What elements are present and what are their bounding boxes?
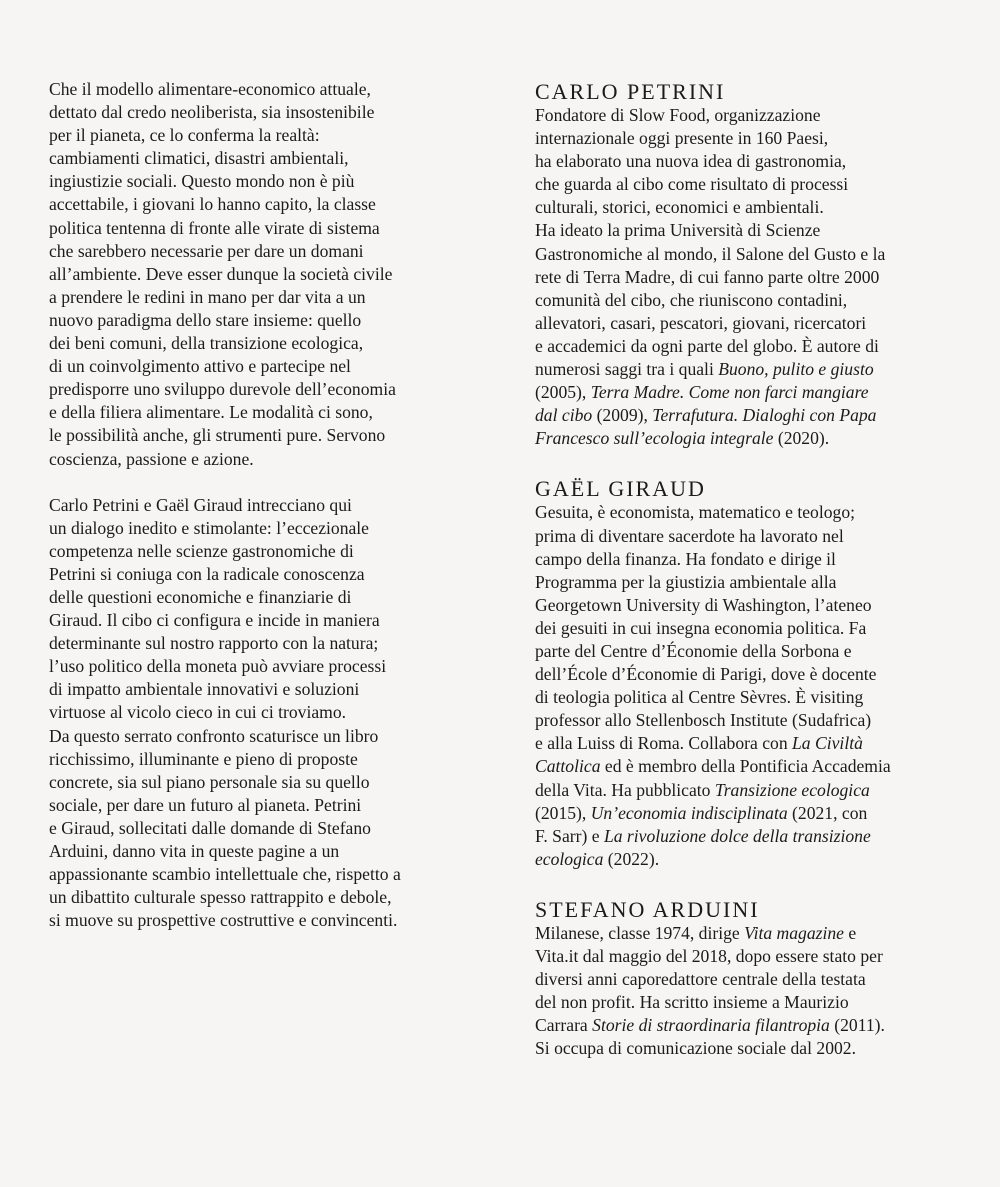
text-line xyxy=(535,525,955,548)
book-title: ecologica xyxy=(535,848,604,869)
text-line: appassionante scambio intellettuale che, rispetto a xyxy=(49,864,401,885)
text-run: numerosi saggi tra i quali xyxy=(535,359,719,380)
text-line: concrete, sia sul piano personale sia su quello xyxy=(49,771,370,792)
text-line: ingiustizie sociali. Questo mondo non è più xyxy=(49,171,355,192)
text-line xyxy=(535,501,955,524)
text-run: internazionale oggi presente in 160 Paesi, xyxy=(535,128,829,149)
text-run: Ha ideato la prima Università di Scienze xyxy=(535,220,821,241)
text-run: rete di Terra Madre, di cui fanno parte oltre 2000 xyxy=(535,266,880,287)
text-line xyxy=(535,196,955,219)
text-line xyxy=(535,922,955,945)
text-run: Vita.it dal maggio del 2018, dopo essere stato per xyxy=(535,946,883,966)
text-line xyxy=(535,571,955,594)
text-line: per il pianeta, ce lo conferma la realtà: xyxy=(49,125,320,146)
author-bio-text xyxy=(535,922,955,1061)
book-title: Terra Madre. Come non farci mangiare xyxy=(590,382,869,403)
text-run: campo della finanza. Ha fondato e dirige il xyxy=(535,548,836,569)
text-line: Arduini, danno vita in queste pagine a un xyxy=(49,841,340,861)
text-line xyxy=(535,127,955,150)
text-line xyxy=(535,1014,955,1037)
text-line: politica tentenna di fronte alle virate di sistema xyxy=(49,217,380,238)
text-line xyxy=(535,266,955,289)
text-line: dei beni comuni, della transizione ecologica, xyxy=(49,333,364,354)
text-run: e xyxy=(843,922,857,943)
text-run: (2021, con xyxy=(787,802,868,823)
text-line: dettato dal credo neoliberista, sia insostenibile xyxy=(49,102,375,123)
text-line xyxy=(535,848,955,871)
text-run: e alla Luiss di Roma. Collabora con xyxy=(535,733,793,754)
text-line: predisporre uno sviluppo durevole dell’economia xyxy=(49,379,396,400)
text-line: Che il modello alimentare-economico attuale, xyxy=(49,79,371,99)
text-line xyxy=(535,991,955,1014)
text-run: dei gesuiti in cui insegna economia politica. Fa xyxy=(535,617,867,638)
book-title: Francesco sull’ecologia integrale xyxy=(535,428,774,449)
text-line xyxy=(535,381,955,404)
text-line xyxy=(535,755,955,778)
author-bio xyxy=(535,475,955,871)
text-line xyxy=(535,335,955,358)
text-line: Da questo serrato confronto scaturisce un libro xyxy=(49,725,379,746)
text-line xyxy=(535,594,955,617)
author-bios-column xyxy=(535,78,955,1085)
text-line xyxy=(535,709,955,732)
text-line: virtuose al vicolo cieco in cui ci troviamo. xyxy=(49,702,347,723)
text-run: (2022). xyxy=(603,848,660,869)
text-line: e Giraud, sollecitati dalle domande di Stefano xyxy=(49,817,371,838)
book-title: Transizione ecologica xyxy=(714,779,870,800)
text-line: Giraud. Il cibo ci configura e incide in maniera xyxy=(49,610,380,631)
text-line: competenza nelle scienze gastronomiche di xyxy=(49,540,354,561)
text-line xyxy=(535,243,955,266)
text-line xyxy=(535,358,955,381)
blurb-paragraph-2 xyxy=(49,494,469,933)
text-run: culturali, storici, economici e ambientali. xyxy=(535,197,824,218)
text-run: e accademici da ogni parte del globo. È autore di xyxy=(535,335,879,356)
text-line xyxy=(535,289,955,312)
text-line: l’uso politico della moneta può avviare processi xyxy=(49,656,387,677)
text-line xyxy=(535,548,955,571)
text-run: prima di diventare sacerdote ha lavorato nel xyxy=(535,525,844,546)
text-line: accettabile, i giovani lo hanno capito, la classe xyxy=(49,194,376,215)
text-run: parte del Centre d’Économie della Sorbona e xyxy=(535,640,852,661)
text-line: determinante sul nostro rapporto con la natura; xyxy=(49,633,379,654)
author-bio-text xyxy=(535,501,955,871)
text-run: Programma per la giustizia ambientale alla xyxy=(535,571,837,592)
text-line: le possibilità anche, gli strumenti pure. Servono xyxy=(49,425,386,446)
text-run: Georgetown University di Washington, l’ateneo xyxy=(535,594,872,615)
text-line xyxy=(535,686,955,709)
text-line: Carlo Petrini e Gaël Giraud intrecciano qui xyxy=(49,494,352,515)
text-run: Fondatore di Slow Food, organizzazione xyxy=(535,105,821,125)
text-line xyxy=(535,104,955,127)
text-run: ha elaborato una nuova idea di gastronomia, xyxy=(535,151,847,172)
text-line: nuovo paradigma dello stare insieme: quello xyxy=(49,309,362,330)
text-line: cambiamenti climatici, disastri ambientali, xyxy=(49,148,349,169)
blurb-paragraph-1 xyxy=(49,78,469,471)
text-run: Milanese, classe 1974, dirige xyxy=(535,922,745,943)
text-line xyxy=(535,779,955,802)
text-run: della Vita. Ha pubblicato xyxy=(535,779,715,800)
text-line xyxy=(535,732,955,755)
text-line xyxy=(535,617,955,640)
text-line: che sarebbero necessarie per dare un domani xyxy=(49,240,364,261)
text-line: un dibattito culturale spesso rattrappito e debole, xyxy=(49,887,392,908)
text-line: Petrini si coniuga con la radicale conoscenza xyxy=(49,563,365,584)
text-run: Si occupa di comunicazione sociale dal 2002. xyxy=(535,1038,856,1059)
text-run: (2009), xyxy=(592,405,653,426)
text-run: professor allo Stellenbosch Institute (Sudafrica) xyxy=(535,710,872,731)
text-run: (2005), xyxy=(535,382,591,403)
text-line: a prendere le redini in mano per dar vita a un xyxy=(49,286,366,307)
text-run: che guarda al cibo come risultato di processi xyxy=(535,174,849,195)
book-title: Terrafutura. Dialoghi con Papa xyxy=(652,405,877,426)
text-line xyxy=(535,945,955,968)
blurb-column xyxy=(49,78,469,932)
text-run: Carrara xyxy=(535,1015,593,1036)
text-run: (2011). xyxy=(829,1015,885,1036)
text-run: Gastronomiche al mondo, il Salone del Gusto e la xyxy=(535,243,886,264)
author-name-heading: STEFANO ARDUINI xyxy=(535,896,760,922)
book-title: Buono, pulito e giusto xyxy=(718,359,874,380)
author-name-heading: CARLO PETRINI xyxy=(535,79,726,104)
text-line xyxy=(535,219,955,242)
text-line xyxy=(535,173,955,196)
text-line: e della filiera alimentare. Le modalità ci sono, xyxy=(49,402,373,423)
text-run: F. Sarr) e xyxy=(535,825,604,846)
text-run: dell’École d’Économie di Parigi, dove è docente xyxy=(535,664,877,685)
author-name-heading: GAËL GIRAUD xyxy=(535,476,706,502)
book-title: dal cibo xyxy=(535,405,593,426)
text-line: un dialogo inedito e stimolante: l’eccezionale xyxy=(49,517,369,538)
text-line xyxy=(535,312,955,335)
text-line xyxy=(535,663,955,686)
book-title: Vita magazine xyxy=(744,922,844,943)
text-run: di teologia politica al Centre Sèvres. È visiting xyxy=(535,687,864,708)
text-line: delle questioni economiche e finanziarie di xyxy=(49,586,352,607)
text-line xyxy=(535,404,955,427)
author-bio-text xyxy=(535,104,955,450)
text-run: (2020). xyxy=(773,428,830,449)
text-line xyxy=(535,640,955,663)
text-run: Gesuita, è economista, matematico e teologo; xyxy=(535,502,856,523)
text-line: di impatto ambientale innovativi e soluzioni xyxy=(49,679,360,700)
text-run: ed è membro della Pontificia Accademia xyxy=(600,756,891,777)
text-line: si muove su prospettive costruttive e convincenti. xyxy=(49,910,398,931)
text-line xyxy=(535,802,955,825)
author-bio xyxy=(535,78,955,450)
book-title: Storie di straordinaria filantropia xyxy=(592,1015,830,1036)
text-line xyxy=(535,968,955,991)
text-run: allevatori, casari, pescatori, giovani, ricercatori xyxy=(535,312,867,333)
text-line xyxy=(535,825,955,848)
text-line: all’ambiente. Deve esser dunque la società civile xyxy=(49,263,393,284)
text-run: diversi anni caporedattore centrale della testata xyxy=(535,969,866,990)
text-line: di un coinvolgimento attivo e partecipe nel xyxy=(49,356,351,377)
text-line: ricchissimo, illuminante e pieno di proposte xyxy=(49,748,358,769)
book-title: La Civiltà xyxy=(792,733,863,754)
text-line: sociale, per dare un futuro al pianeta. Petrini xyxy=(49,794,362,815)
text-line xyxy=(535,427,955,450)
text-line xyxy=(535,1037,955,1060)
author-bio xyxy=(535,896,955,1061)
text-line xyxy=(535,150,955,173)
text-run: (2015), xyxy=(535,802,591,823)
text-run: del non profit. Ha scritto insieme a Maurizio xyxy=(535,992,849,1013)
book-title: Cattolica xyxy=(535,756,601,777)
book-title: Un’economia indisciplinata xyxy=(590,802,788,823)
text-run: comunità del cibo, che riuniscono contadini, xyxy=(535,289,848,310)
text-line: coscienza, passione e azione. xyxy=(49,448,254,469)
book-title: La rivoluzione dolce della transizione xyxy=(603,825,871,846)
